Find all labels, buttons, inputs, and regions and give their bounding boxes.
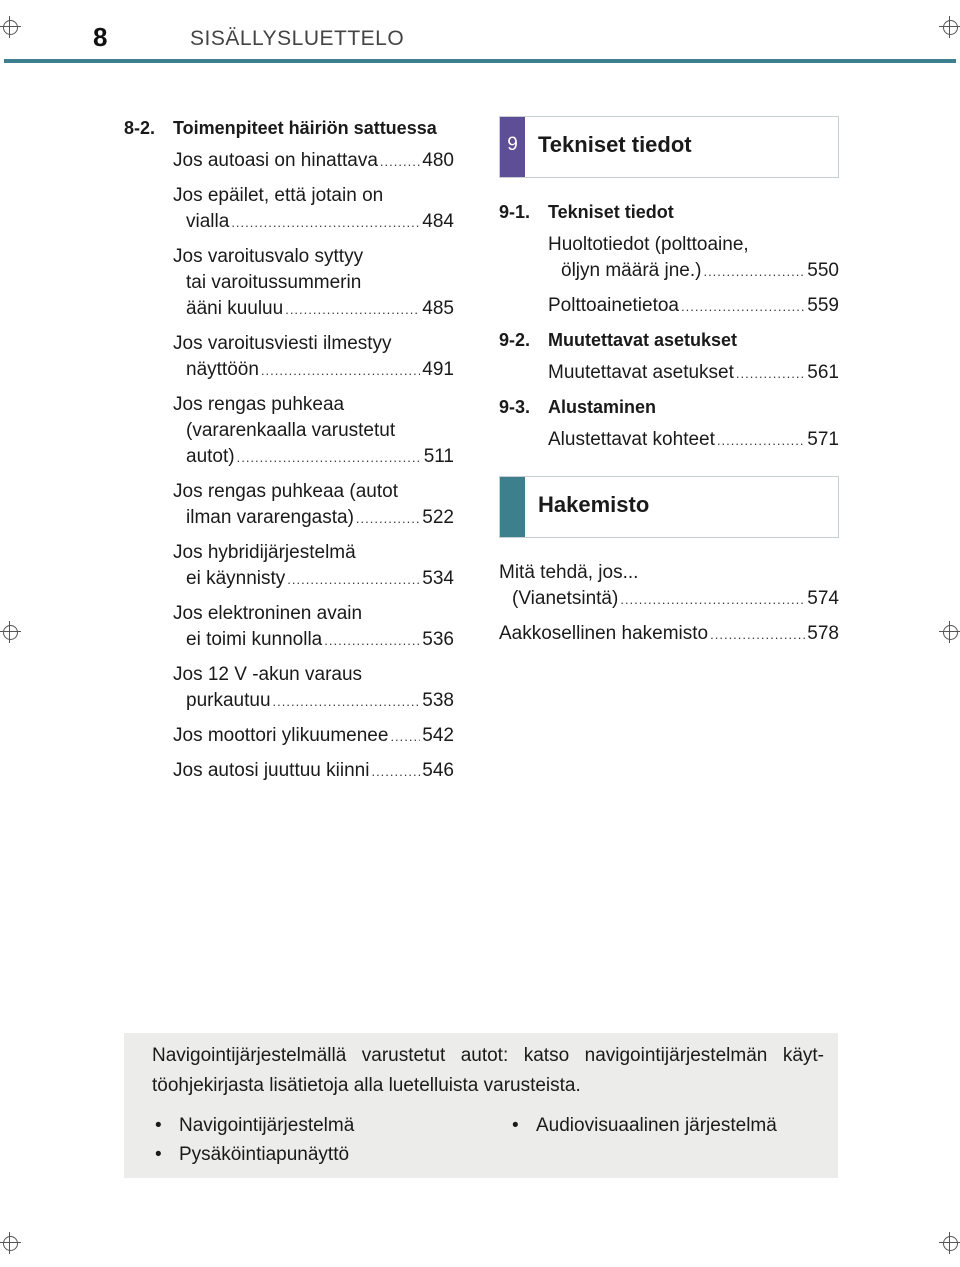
toc-entry[interactable] — [173, 148, 454, 175]
crop-mark-icon — [0, 621, 21, 643]
dot-leader — [273, 688, 421, 715]
index-heading-box[interactable] — [499, 476, 839, 538]
note-bullet-item — [155, 1111, 354, 1140]
toc-entry[interactable] — [173, 540, 454, 593]
toc-entry[interactable] — [548, 293, 839, 320]
toc-section-heading[interactable] — [499, 328, 839, 352]
note-bullet-text: Navigointijärjestelmä — [179, 1115, 355, 1136]
toc-entry-row — [499, 621, 839, 648]
toc-entry-text: Jos moottori ylikuumenee — [173, 725, 389, 746]
note-box — [124, 1033, 838, 1178]
toc-entry[interactable] — [548, 360, 839, 387]
crop-mark-icon — [939, 1232, 960, 1254]
toc-entry[interactable] — [548, 427, 839, 454]
note-bullet-item — [155, 1140, 354, 1169]
toc-page-number: 534 — [422, 568, 454, 589]
note-bullets-right — [512, 1111, 777, 1140]
section-title: Muutettavat asetukset — [548, 330, 738, 350]
toc-entry-text: Jos epäilet, että jotain on — [173, 185, 384, 206]
toc-entry-row — [173, 357, 454, 384]
toc-entry-row — [173, 444, 454, 471]
note-bullet-text: Audiovisuaalinen järjestelmä — [536, 1115, 777, 1136]
dot-leader — [231, 209, 420, 236]
section-number: 9-2. — [499, 330, 531, 350]
section-number: 8-2. — [124, 118, 156, 138]
toc-page-number: 538 — [422, 690, 454, 711]
toc-entry-row — [173, 627, 454, 654]
toc-entry-text: Polttoainetietoa — [548, 295, 679, 316]
dot-leader — [736, 360, 805, 387]
toc-entry-text: Jos elektroninen avain — [173, 603, 363, 624]
chapter-tab — [500, 117, 525, 177]
toc-entry[interactable] — [173, 244, 454, 323]
toc-entry-text: ei toimi kunnolla — [186, 629, 323, 650]
toc-entry[interactable] — [173, 183, 454, 236]
bullet-icon: • — [512, 1115, 519, 1136]
toc-entry-text: Jos 12 V -akun varaus — [173, 664, 363, 685]
toc-entry[interactable] — [173, 331, 454, 384]
toc-entry-text: tai varoitussummerin — [186, 272, 362, 293]
toc-page-number: 550 — [807, 260, 839, 281]
toc-entry[interactable] — [173, 479, 454, 532]
toc-entry-row — [173, 688, 454, 715]
section-number: 9-1. — [499, 202, 531, 222]
toc-entry-text: Jos varoitusviesti ilmestyy — [173, 333, 392, 354]
page-number: 8 — [93, 22, 108, 52]
toc-entry-text: Mitä tehdä, jos... — [499, 562, 639, 583]
dot-leader — [620, 586, 805, 613]
toc-entry-text: (Vianetsintä) — [512, 588, 619, 609]
dot-leader — [324, 627, 420, 654]
bullet-icon: • — [155, 1115, 162, 1136]
toc-entry-text: ääni kuuluu — [186, 298, 284, 319]
toc-page-number: 571 — [807, 429, 839, 450]
toc-entry-text: Huoltotiedot (polttoaine, — [548, 234, 749, 255]
toc-page-number: 511 — [423, 446, 454, 467]
page-header — [0, 0, 960, 66]
toc-right-column — [499, 116, 839, 656]
crop-mark-icon — [939, 621, 960, 643]
toc-entry-text: ei käynnisty — [186, 568, 286, 589]
dot-leader — [703, 258, 805, 285]
toc-entry-row — [173, 566, 454, 593]
toc-entry-text: Jos varoitusvalo syttyy — [173, 246, 364, 267]
dot-leader — [710, 621, 805, 648]
toc-entry-row — [548, 360, 839, 387]
chapter-title: SISÄLLYSLUETTELO — [190, 27, 405, 50]
index-heading-title: Hakemisto — [538, 492, 650, 517]
toc-page-number: 546 — [422, 760, 454, 781]
bullet-icon: • — [155, 1144, 162, 1165]
toc-entry[interactable] — [499, 560, 839, 613]
dot-leader — [717, 427, 805, 454]
toc-page-number: 485 — [422, 298, 454, 319]
note-text: Navigointijärjestelmällä varustetut autot: katso navigointijärjestelmän käyt-töohjekirjasta lisätietoja alla luetelluista varusteista. — [152, 1045, 824, 1096]
toc-entry-text: öljyn määrä jne.) — [561, 260, 702, 281]
toc-entry-text: Jos autosi juuttuu kiinni — [173, 760, 370, 781]
toc-page-number: 522 — [422, 507, 454, 528]
toc-section-heading[interactable] — [499, 395, 839, 419]
toc-entry-text: Jos rengas puhkeaa (autot — [173, 481, 398, 502]
toc-entry-text: vialla — [186, 211, 230, 232]
toc-entry-text: Aakkosellinen hakemisto — [499, 623, 709, 644]
dot-leader — [681, 293, 805, 320]
note-bullet-item — [512, 1111, 777, 1140]
chapter-tab-number: 9 — [507, 134, 518, 155]
toc-entry-text: Jos hybridijärjestelmä — [173, 542, 356, 563]
toc-page-number: 561 — [807, 362, 839, 383]
chapter-9-section-list — [499, 200, 839, 454]
section-title: Tekniset tiedot — [548, 202, 674, 222]
section-number: 9-3. — [499, 397, 531, 417]
toc-entry-row — [548, 258, 839, 285]
toc-section-heading[interactable] — [499, 200, 839, 224]
toc-entry-text: Jos autoasi on hinattava — [173, 150, 378, 171]
toc-entry-text: Muutettavat asetukset — [548, 362, 734, 383]
toc-entry-text: Alustettavat kohteet — [548, 429, 715, 450]
dot-leader — [390, 723, 420, 750]
toc-page-number: 536 — [422, 629, 454, 650]
toc-entry-list — [124, 148, 454, 785]
dot-leader — [371, 758, 420, 785]
toc-entry[interactable] — [548, 232, 839, 285]
toc-entry-row — [548, 427, 839, 454]
index-entry-list — [499, 560, 839, 648]
dot-leader — [285, 296, 420, 323]
toc-entry-text: (vararenkaalla varustetut — [186, 420, 396, 441]
note-bullet-text: Pysäköintiapunäyttö — [179, 1144, 350, 1165]
toc-page-number: 578 — [807, 623, 839, 644]
toc-page-number: 484 — [422, 211, 454, 232]
toc-section-heading[interactable] — [124, 116, 454, 140]
toc-entry-text: ilman vararengasta) — [186, 507, 354, 528]
toc-entry-row — [173, 296, 454, 323]
toc-page-number: 574 — [807, 588, 839, 609]
crop-mark-icon — [0, 1232, 21, 1254]
toc-entry-text: autot) — [186, 446, 235, 467]
toc-entry-text: Jos rengas puhkeaa — [173, 394, 345, 415]
toc-entry-row — [173, 209, 454, 236]
toc-entry[interactable] — [173, 392, 454, 471]
dot-leader — [237, 444, 422, 471]
toc-entry-text: purkautuu — [186, 690, 271, 711]
dot-leader — [356, 505, 420, 532]
toc-entry-row — [173, 505, 454, 532]
toc-entry-row — [173, 148, 454, 175]
toc-left-column — [124, 116, 454, 793]
toc-entry-row — [499, 586, 839, 613]
dot-leader — [261, 357, 420, 384]
toc-entry-row — [548, 293, 839, 320]
toc-page-number: 559 — [807, 295, 839, 316]
dot-leader — [287, 566, 420, 593]
toc-page-number: 542 — [422, 725, 454, 746]
toc-entry-row — [173, 723, 454, 750]
dot-leader — [380, 148, 420, 175]
toc-page-number: 491 — [422, 359, 454, 380]
toc-entry-text: näyttöön — [186, 359, 259, 380]
chapter-heading-box[interactable] — [499, 116, 839, 178]
toc-entry-row — [173, 758, 454, 785]
toc-entry[interactable] — [173, 723, 454, 750]
index-tab — [500, 477, 525, 537]
section-title: Alustaminen — [548, 397, 657, 417]
toc-entry[interactable] — [173, 662, 454, 715]
section-title: Toimenpiteet häiriön sattuessa — [173, 118, 437, 138]
toc-entry[interactable] — [499, 621, 839, 648]
header-rule — [4, 59, 956, 63]
note-bullets-left — [155, 1111, 354, 1169]
toc-entry[interactable] — [173, 758, 454, 785]
toc-page-number: 480 — [422, 150, 454, 171]
chapter-heading-title: Tekniset tiedot — [538, 132, 692, 157]
toc-entry[interactable] — [173, 601, 454, 654]
